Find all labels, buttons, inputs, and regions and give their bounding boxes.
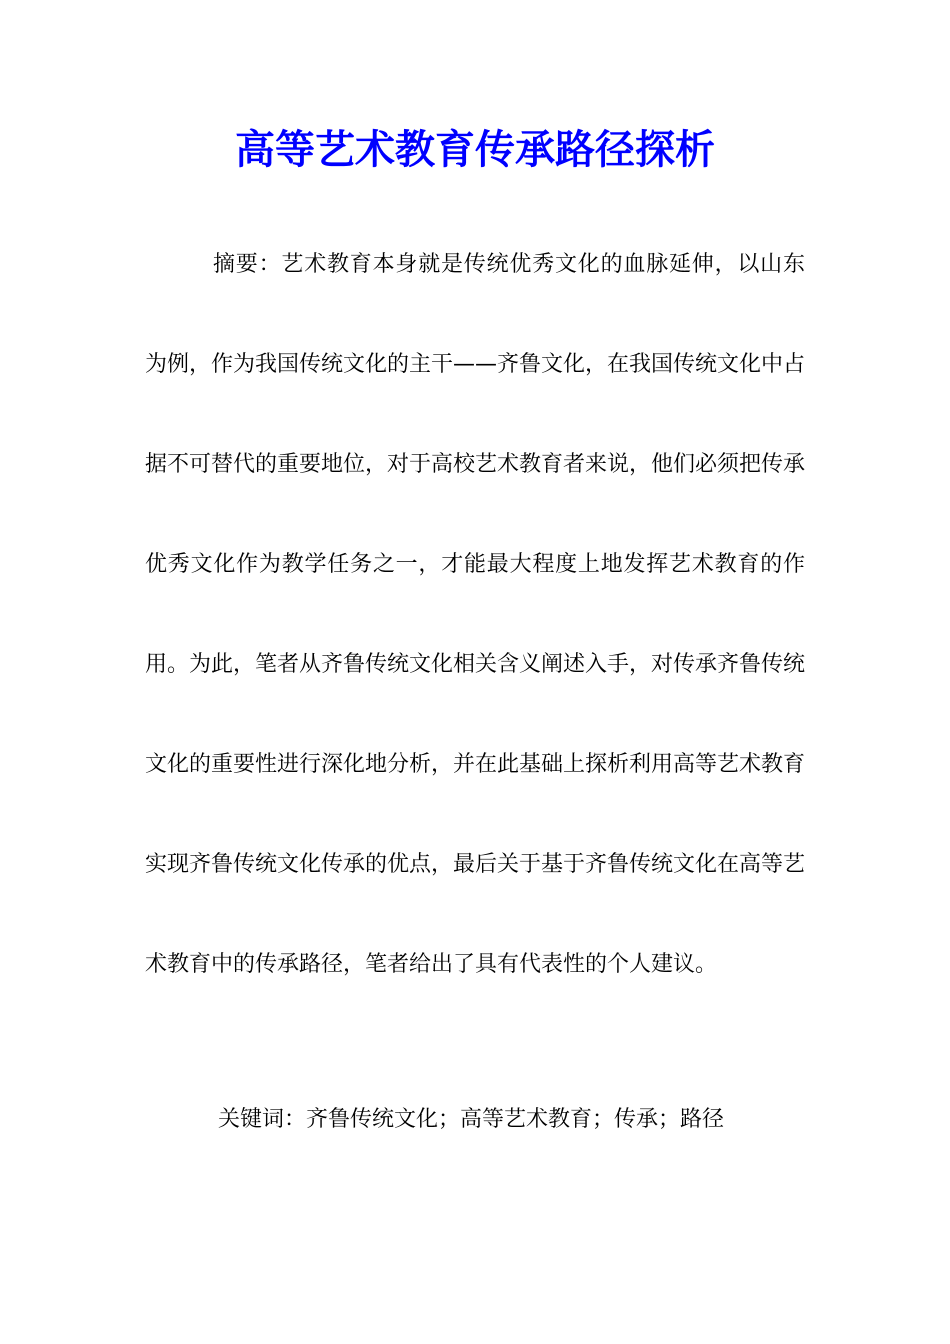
abstract-paragraph: 摘要：艺术教育本身就是传统优秀文化的血脉延伸，以山东为例，作为我国传统文化的主干——齐鲁文化，在我国传统文化中占据不可替代的重要地位，对于高校艺术教育者来说，他们必须把传承优秀文化作为教学任务之一，才能最大程度上地发挥艺术教育的作用。为此，笔者从齐鲁传统文化相关含义阐述入手，对传承齐鲁传统文化的重要性进行深化地分析，并在此基础上探析利用高等艺术教育实现齐鲁传统文化传承的优点，最后关于基于齐鲁传统文化在高等艺术教育中的传承路径，笔者给出了具有代表性的个人建议。 [145,252,806,977]
document-title: 高等艺术教育传承路径探析 [235,126,715,173]
keywords-line: 关键词：齐鲁传统文化；高等艺术教育；传承；路径 [218,1107,725,1132]
